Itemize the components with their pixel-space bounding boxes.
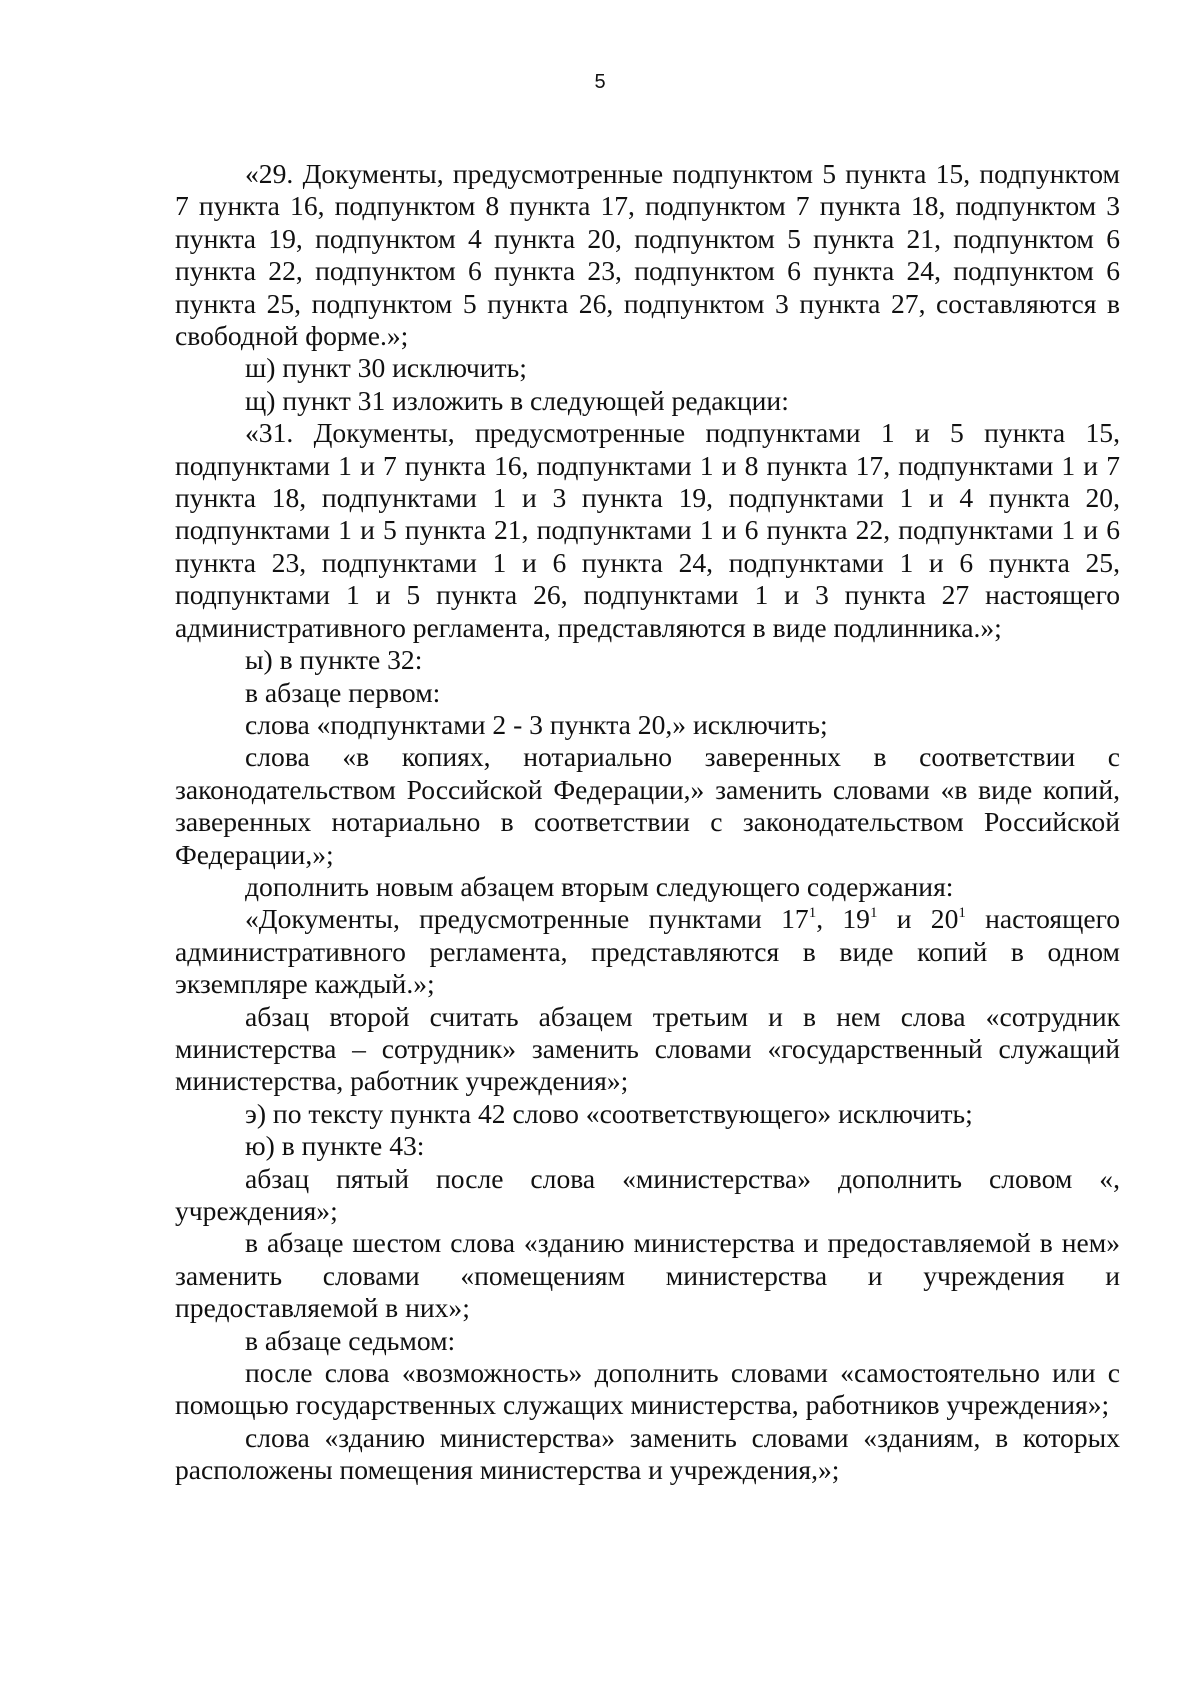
document-body	[175, 158, 1120, 1487]
paragraph-abzac-second: абзац второй считать абзацем третьим и в нем слова «сотрудник министерства – сотрудник» заменить словами «государственный служащий министерства, работник учреждения»;	[175, 1000, 1120, 1097]
paragraph-abzac-fifth: абзац пятый после слова «министерства» дополнить словом «, учреждения»;	[175, 1162, 1120, 1226]
paragraph-yu: ю) в пункте 43:	[245, 1130, 425, 1162]
superscript: 1	[958, 905, 966, 922]
superscript: 1	[869, 905, 878, 922]
superscript: 1	[808, 905, 817, 922]
paragraph-words-exclude: слова «подпунктами 2 - 3 пункта 20,» исключить;	[245, 708, 828, 740]
text-part: настоящего административного регламента, представляются в виде копий в одном экземпляре каждый.»;	[175, 903, 1120, 1000]
text-part: , 19	[816, 903, 870, 935]
paragraph-documents-points	[175, 903, 1120, 1000]
page-number: 5	[594, 71, 606, 93]
paragraph-y: ы) в пункте 32:	[245, 644, 423, 676]
paragraph-words-building: слова «зданию министерства» заменить словами «зданиям, в которых расположены помещения министерства и учреждения,»;	[175, 1421, 1120, 1486]
paragraph-sh: ш) пункт 30 исключить;	[245, 352, 527, 384]
paragraph-first-abzac: в абзаце первом:	[245, 676, 441, 708]
paragraph-abzac-seventh: в абзаце седьмом:	[245, 1324, 456, 1356]
paragraph-31: «31. Документы, предусмотренные подпунктами 1 и 5 пункта 15, подпунктами 1 и 7 пункта 16, подпунктами 1 и 8 пункта 17, подпунктами 1 и 7 пункта 18, подпунктами 1 и 3 пункта 19, подпунктами 1 и 4 пункта 20, подпунктами 1 и 5 пункта 21, подпунктами 1 и 6 пункта 22, подпунктами 1 и 6 пункта 23, подпунктами 1 и 6 пункта 24, подпунктами 1 и 6 пункта 25, подпунктами 1 и 5 пункта 26, подпунктами 1 и 3 пункта 27 настоящего административного регламента, представляются в виде подлинника.»;	[175, 417, 1120, 643]
paragraph-after-word: после слова «возможность» дополнить словами «самостоятельно или с помощью государственных служащих министерства, работников учреждения»;	[175, 1357, 1120, 1421]
paragraph-e: э) по тексту пункта 42 слово «соответствующего» исключить;	[245, 1097, 973, 1129]
paragraph-add-abzac: дополнить новым абзацем вторым следующего содержания:	[245, 870, 954, 902]
text-part: «Документы, предусмотренные пунктами 17	[245, 903, 809, 935]
paragraph-abzac-sixth: в абзаце шестом слова «зданию министерства и предоставляемой в нем» заменить словами «помещениям министерства и учреждения и предоставляемой в них»;	[175, 1227, 1120, 1324]
paragraph-words-replace: слова «в копиях, нотариально заверенных в соответствии с законодательством Российской Федерации,» заменить словами «в виде копий, заверенных нотариально в соответствии с законодательством Российской Федерации,»;	[175, 741, 1120, 870]
paragraph-29: «29. Документы, предусмотренные подпунктом 5 пункта 15, подпунктом 7 пункта 16, подпунктом 8 пункта 17, подпунктом 7 пункта 18, подпунктом 3 пункта 19, подпунктом 4 пункта 20, подпунктом 5 пункта 21, подпунктом 6 пункта 22, подпунктом 6 пункта 23, подпунктом 6 пункта 24, подпунктом 6 пункта 25, подпунктом 5 пункта 26, подпунктом 3 пункта 27, составляются в свободной форме.»;	[175, 158, 1120, 352]
paragraph-shch: щ) пункт 31 изложить в следующей редакции:	[245, 384, 789, 416]
text-part: и 20	[877, 903, 959, 935]
